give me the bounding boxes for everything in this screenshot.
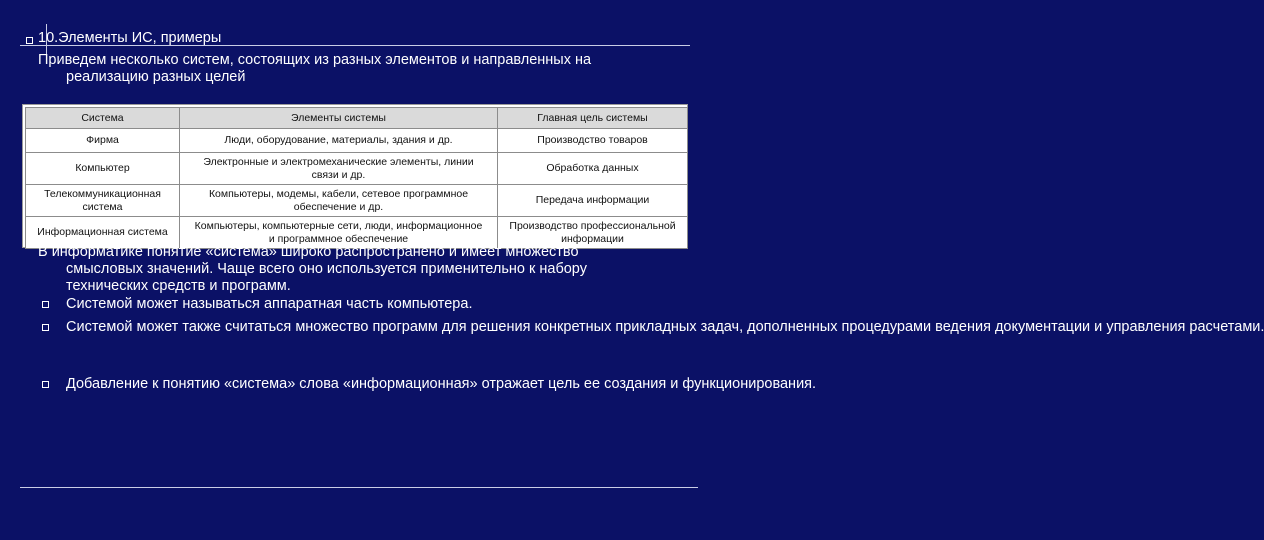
intro-text bbox=[38, 52, 591, 86]
cell-goal: Передача информации bbox=[498, 185, 688, 217]
paragraph-line: технических средств и программ. bbox=[66, 278, 291, 294]
bullet-item: Системой может также считаться множество программ для решения конкретных прикладных задач, дополненных процедурами ведения документации и управления расчетами. bbox=[66, 319, 1264, 335]
cell-system: Информационная система bbox=[26, 217, 180, 249]
system-paragraph bbox=[38, 244, 587, 295]
square-bullet-icon bbox=[42, 301, 49, 308]
cell-elements: Люди, оборудование, материалы, здания и др. bbox=[180, 129, 498, 153]
paragraph-line: В информатике понятие «система» широко распространено и имеет множество bbox=[38, 244, 579, 260]
table-row bbox=[26, 129, 688, 153]
systems-table bbox=[22, 104, 688, 248]
slide-title: 10.Элементы ИС, примеры bbox=[38, 30, 222, 46]
table-header-row bbox=[26, 108, 688, 129]
header-system: Система bbox=[26, 108, 180, 129]
bullet-item: Системой может называться аппаратная часть компьютера. bbox=[66, 296, 473, 312]
header-elements: Элементы системы bbox=[180, 108, 498, 129]
bottom-divider-line bbox=[20, 487, 698, 488]
intro-line: реализацию разных целей bbox=[66, 69, 246, 85]
cell-system: Фирма bbox=[26, 129, 180, 153]
cell-system: Телекоммуникационная система bbox=[26, 185, 180, 217]
table-row bbox=[26, 153, 688, 185]
table-row bbox=[26, 185, 688, 217]
paragraph-line: смысловых значений. Чаще всего оно используется применительно к набору bbox=[66, 261, 587, 277]
square-bullet-icon bbox=[42, 324, 49, 331]
cell-goal: Производство товаров bbox=[498, 129, 688, 153]
bullet-item: Добавление к понятию «система» слова «информационная» отражает цель ее создания и функционирования. bbox=[66, 376, 817, 392]
cell-goal: Производство профессиональной информации bbox=[498, 217, 688, 249]
intro-line: Приведем несколько систем, состоящих из разных элементов и направленных на bbox=[38, 52, 592, 68]
cell-elements: Компьютеры, компьютерные сети, люди, информационное и программное обеспечение bbox=[180, 217, 498, 249]
title-bullet-icon bbox=[26, 37, 33, 44]
cell-system: Компьютер bbox=[26, 153, 180, 185]
square-bullet-icon bbox=[42, 381, 49, 388]
cell-elements: Электронные и электромеханические элементы, линии связи и др. bbox=[180, 153, 498, 185]
cell-goal: Обработка данных bbox=[498, 153, 688, 185]
header-goal: Главная цель системы bbox=[498, 108, 688, 129]
cell-elements: Компьютеры, модемы, кабели, сетевое программное обеспечение и др. bbox=[180, 185, 498, 217]
